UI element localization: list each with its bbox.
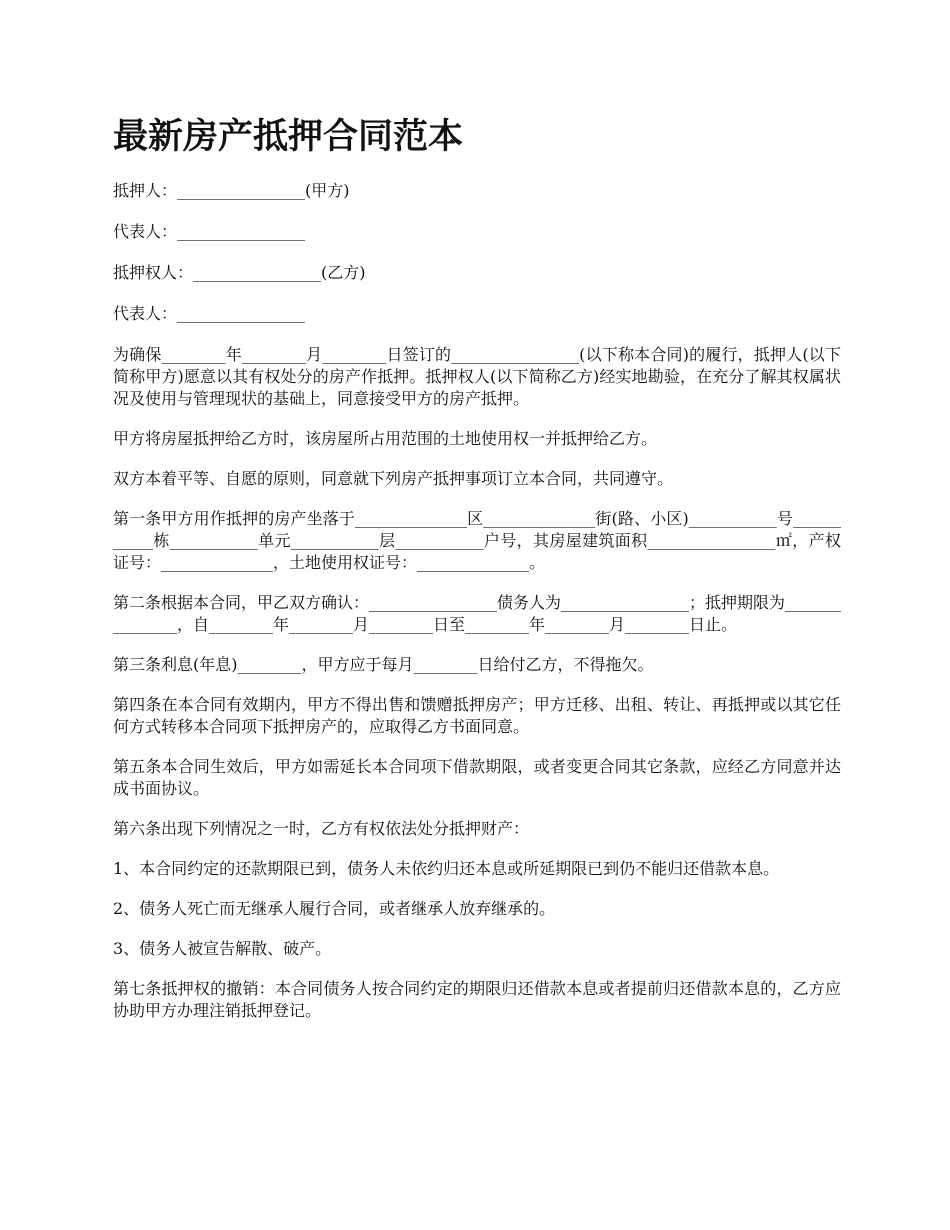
article-1-paragraph: 第一条甲方用作抵押的房产坐落于______________区______________街(路、小区)___________号___________栋___________单元___________层___________户号，其房屋建筑面积________________㎡，产权证号：______________，土地使用权证号：______________。: [113, 509, 841, 572]
article-3-paragraph: 第三条利息(年息)________，甲方应于每月________日给付乙方，不得拖欠。: [113, 655, 654, 674]
mortgagee-representative-line: 代表人：________________: [113, 304, 306, 323]
document-page: [113, 112, 841, 1040]
preamble-paragraph: 为确保________年________月________日签订的________________(以下称本合同)的履行，抵押人(以下简称甲方)愿意以其有权处分的房产作抵押。抵押权人(以下简称乙方)经实地勘验，在充分了解其权属状况及使用与管理现状的基础上，同意接受甲方的房产抵押。: [113, 345, 841, 408]
article-6-item-2: 2、债务人死亡而无继承人履行合同，或者继承人放弃继承的。: [113, 899, 556, 918]
article-4-paragraph: 第四条在本合同有效期内，甲方不得出售和馈赠抵押房产；甲方迁移、出租、转让、再抵押或以其它任何方式转移本合同项下抵押房产的，应取得乙方书面同意。: [113, 695, 841, 736]
article-6-paragraph: 第六条出现下列情况之一时，乙方有权依法处分抵押财产：: [113, 819, 530, 838]
article-5-paragraph: 第五条本合同生效后，甲方如需延长本合同项下借款期限，或者变更合同其它条款，应经乙方同意并达成书面协议。: [113, 757, 841, 798]
mortgagor-line: 抵押人：________________(甲方): [113, 181, 350, 200]
land-use-paragraph: 甲方将房屋抵押给乙方时，该房屋所占用范围的土地使用权一并抵押给乙方。: [113, 429, 658, 448]
article-6-item-3: 3、债务人被宣告解散、破产。: [113, 939, 332, 958]
mortgagor-representative-line: 代表人：________________: [113, 222, 306, 241]
principle-paragraph: 双方本着平等、自愿的原则，同意就下列房产抵押事项订立本合同，共同遵守。: [113, 469, 674, 488]
mortgagee-line: 抵押权人：________________(乙方): [113, 263, 366, 282]
article-2-paragraph: 第二条根据本合同，甲乙双方确认：________________债务人为________________；抵押期限为_______________，自________年________月________日至________年________月________日止。: [113, 593, 842, 634]
document-title: 最新房产抵押合同范本: [113, 117, 464, 157]
article-7-paragraph: 第七条抵押权的撤销：本合同债务人按合同约定的期限归还借款本息或者提前归还借款本息的，乙方应协助甲方办理注销抵押登记。: [113, 979, 841, 1020]
article-6-item-1: 1、本合同约定的还款期限已到，债务人未依约归还本息或所延期限已到仍不能归还借款本息。: [113, 859, 780, 878]
